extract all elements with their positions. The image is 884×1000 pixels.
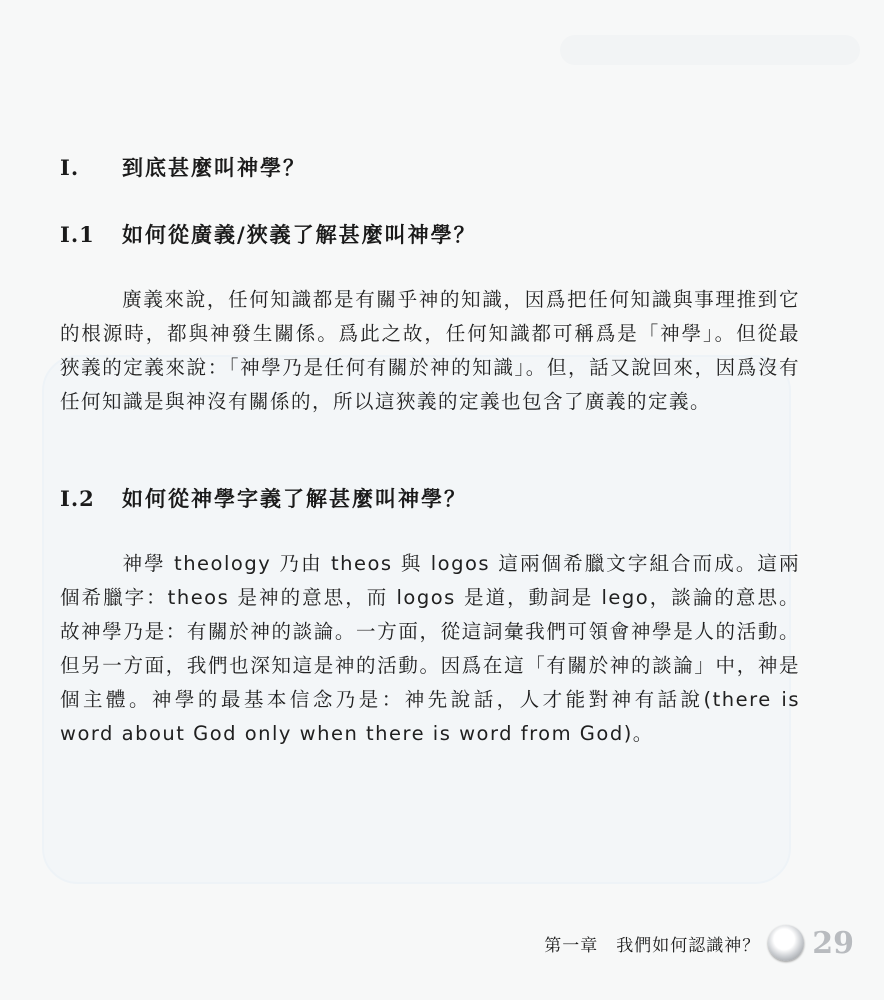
section-number: I.2 — [60, 486, 95, 511]
section-title: 到底甚麼叫神學？ — [122, 156, 306, 180]
section-number: I.1 — [60, 222, 95, 247]
chapter-title: 第一章 我們如何認識神？ — [544, 935, 761, 956]
paragraph-2 — [60, 547, 800, 751]
section-heading-1-2 — [60, 483, 467, 513]
page-number: 29 — [812, 925, 854, 961]
paragraph-text: 廣義來說，任何知識都是有關乎神的知識，因爲把任何知識與事理推到它的根源時，都與神發生關係。爲此之故，任何知識都可稱爲是「神學」。但從最狹義的定義來說：「神學乃是任何有關於神的知識」。但，話又說回來，因爲沒有任何知識是與神沒有關係的，所以這狹義的定義也包含了廣義的定義。 — [60, 288, 800, 413]
page-footer — [544, 923, 854, 963]
section-title: 如何從神學字義了解甚麼叫神學？ — [122, 487, 467, 511]
section-heading-1-1 — [60, 219, 477, 249]
paragraph-1 — [60, 283, 800, 419]
bleed-through-decoration — [560, 35, 860, 65]
paragraph-text: 神學 theology 乃由 theos 與 logos 這兩個希臘文字組合而成。這兩個希臘字：theos 是神的意思，而 logos 是道，動詞是 lego，談論的意思。故神學乃是：有關於神的談論。一方面，從這詞彙我們可領會神學是人的活動。但另一方面，我們也深知這是神的活動。因爲在這「有關於神的談論」中，神是個主體。神學的最基本信念乃是：神先說話，人才能對神有話說(there is word about God only when there is word from God)。 — [60, 552, 801, 745]
section-heading-1 — [60, 152, 306, 182]
section-title: 如何從廣義/狹義了解甚麼叫神學？ — [122, 223, 477, 247]
bowl-icon — [768, 925, 804, 961]
section-number: I. — [60, 155, 80, 180]
